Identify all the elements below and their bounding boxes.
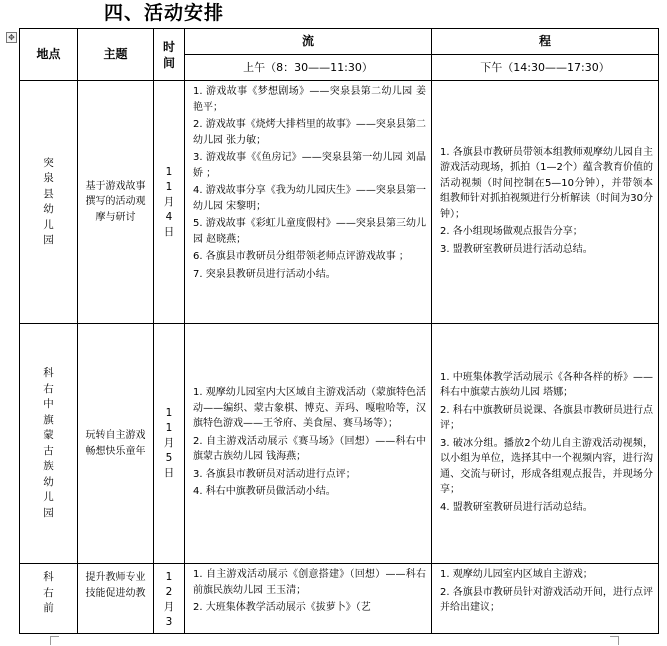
list-item: 2. 科右中旗教研员说课、各旗县市教研员进行点评；	[440, 404, 653, 432]
table-row	[20, 564, 659, 634]
list-item: 2. 大班集体教学活动展示《拔萝卜》（艺	[193, 602, 371, 613]
row-location: 突泉县幼儿园	[20, 81, 78, 324]
list-item: 1. 游戏故事《梦想剧场》——突泉县第二幼儿园 姜艳平；	[193, 86, 426, 113]
list-item: 1. 各旗县市教研员带领本组教师观摩幼儿园自主游戏活动现场，抓拍（1—2个）蕴含教育价值的活动视频（时间控制在5—10分钟），并带领本组教师针对抓拍视频进行分析解读（时间为30分钟）；	[440, 146, 653, 220]
list-item: 4. 盟教研室教研员进行活动总结。	[440, 501, 593, 513]
row-afternoon-cell	[432, 564, 659, 634]
list-item: 1. 中班集体教学活动展示《各种各样的桥》——科右中旗蒙古族幼儿园 塔娜；	[440, 371, 653, 399]
row-morning-cell	[185, 81, 432, 324]
move-handle-icon[interactable]: ✥	[6, 32, 17, 43]
header-morning: 上午（8：30——11:30）	[185, 55, 432, 81]
schedule-table	[19, 28, 659, 634]
header-flow-left: 流	[185, 29, 432, 55]
row-afternoon-cell	[432, 81, 659, 324]
list-item: 3. 盟教研室教研员进行活动总结。	[440, 243, 593, 255]
list-item: 3. 各旗县市教研员对活动进行点评；	[193, 468, 356, 480]
row-theme: 基于游戏故事撰写的活动观摩与研讨	[78, 81, 154, 324]
list-item: 6. 各旗县市教研员分组带领老师点评游戏故事 ；	[193, 251, 409, 262]
row-theme: 玩转自主游戏 畅想快乐童年	[78, 324, 154, 564]
crop-mark	[610, 636, 619, 645]
list-item: 1. 自主游戏活动展示《创意搭建》（回想）——科右前旗民族幼儿园 王玉清；	[193, 569, 426, 596]
list-item: 3. 破冰分组。播放2个幼儿自主游戏活动视频，以小组为单位，选择其中一个视频内容，进行沟通、交流与研讨，形成各组观点报告，并现场分享；	[440, 437, 653, 496]
header-time: 时间	[154, 29, 185, 81]
row-time: 11月5日	[154, 324, 185, 564]
table-row	[20, 81, 659, 324]
row-location: 科右前	[20, 564, 78, 634]
list-item: 7. 突泉县教研员进行活动小结。	[193, 268, 336, 280]
table-row	[20, 324, 659, 564]
list-item: 1. 观摩幼儿园室内区域自主游戏；	[440, 569, 593, 580]
list-item: 3. 游戏故事《《鱼房记》——突泉县第一幼儿园 刘晶娇 ；	[193, 152, 426, 179]
list-item: 4. 游戏故事分享《我为幼儿园庆生》——突泉县第一幼儿园 宋黎明；	[193, 185, 426, 212]
row-time: 11月4日	[154, 81, 185, 324]
list-item: 2. 各旗县市教研员针对游戏活动开间，进行点评并给出建议；	[440, 586, 653, 613]
row-theme: 提升教师专业技能促进幼教	[78, 564, 154, 634]
row-location: 科右中旗蒙古族幼儿园	[20, 324, 78, 564]
section-heading: 四、活动安排	[104, 2, 225, 24]
row-morning-cell	[185, 324, 432, 564]
header-afternoon: 下午（14:30——17:30）	[432, 55, 659, 81]
crop-mark	[50, 636, 59, 645]
row-time: 12月3	[154, 564, 185, 634]
header-theme: 主题	[78, 29, 154, 81]
header-flow-right: 程	[432, 29, 659, 55]
list-item: 4. 科右中旗教研员做活动小结。	[193, 486, 336, 498]
list-item: 5. 游戏故事《彩虹儿童度假村》——突泉县第三幼儿园 赵晓燕；	[193, 218, 426, 245]
row-morning-cell	[185, 564, 432, 634]
list-item: 2. 自主游戏活动展示《赛马场》（回想）——科右中旗蒙古族幼儿园 钱海燕；	[193, 435, 426, 463]
header-location: 地点	[20, 29, 78, 81]
list-item: 2. 各小组现场做观点报告分享；	[440, 226, 583, 238]
list-item: 1. 观摩幼儿园室内大区域自主游戏活动（蒙旗特色活动——编织、蒙古象棋、博克、弄玛、嘎啦哈等，汉旗特色游戏——王爷府、美食屋、赛马场等）；	[193, 387, 426, 430]
list-item: 2. 游戏故事《烧烤大排档里的故事》——突泉县第二幼儿园 张力敏；	[193, 119, 426, 146]
row-afternoon-cell	[432, 324, 659, 564]
